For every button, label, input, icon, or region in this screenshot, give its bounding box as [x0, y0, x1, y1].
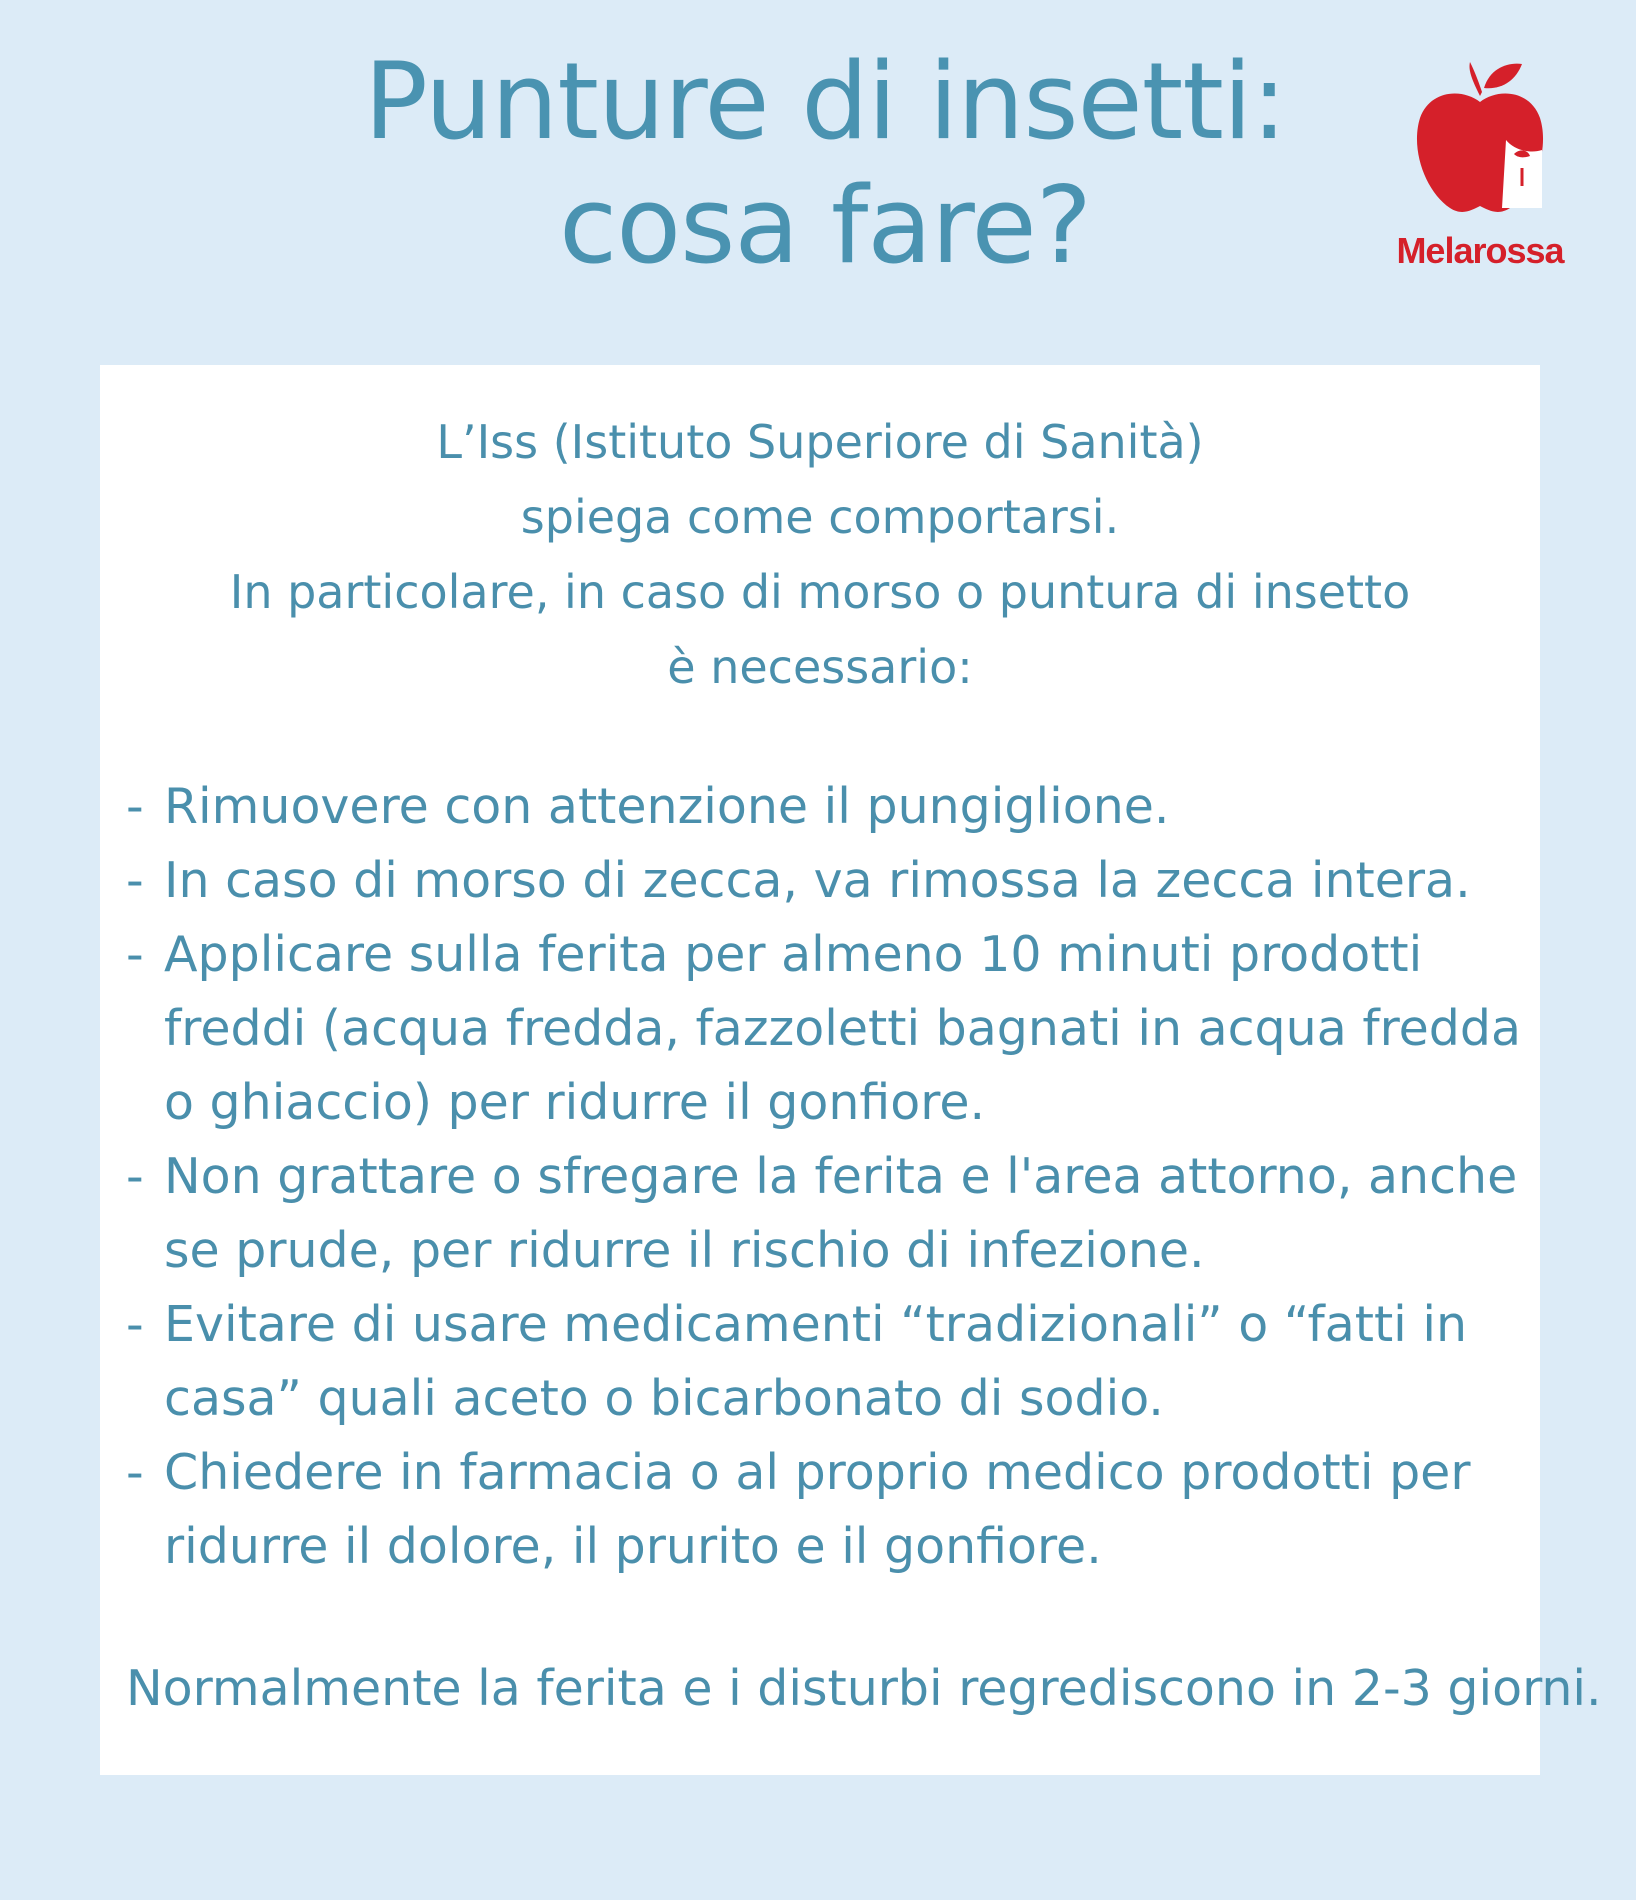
list-dash: - [126, 1444, 144, 1501]
content-card [100, 365, 1602, 1775]
list-item-text: casa” quali aceto o bicarbonato di sodio. [164, 1370, 1164, 1427]
list-item-text: se prude, per ridurre il rischio di infezione. [164, 1222, 1205, 1279]
intro-line: spiega come comportarsi. [520, 490, 1120, 544]
list-dash: - [126, 778, 144, 835]
intro-line: In particolare, in caso di morso o puntura di insetto [229, 565, 1411, 619]
list-dash: - [126, 1148, 144, 1205]
intro-line: L’Iss (Istituto Superiore di Sanità) [436, 415, 1204, 469]
page-title-line-1: Punture di insetti: [363, 40, 1287, 163]
list-item-text: In caso di morso di zecca, va rimossa la zecca intera. [164, 852, 1471, 909]
list-item-text: o ghiaccio) per ridurre il gonfiore. [164, 1074, 986, 1131]
list-item-text: Evitare di usare medicamenti “tradizionali” o “fatti in [164, 1296, 1468, 1353]
list-dash: - [126, 852, 144, 909]
list-item [126, 1288, 1526, 1436]
list-dash: - [126, 1296, 144, 1353]
list-item [126, 1436, 1526, 1584]
list-item [126, 844, 1526, 918]
list-item [126, 918, 1526, 1140]
logo-text: Melarossa [1396, 230, 1564, 271]
red-apple-icon [1410, 58, 1550, 218]
list-item [126, 1140, 1526, 1288]
intro-line: è necessario: [667, 640, 973, 694]
list-item-text: Applicare sulla ferita per almeno 10 minuti prodotti [164, 926, 1423, 983]
intro-paragraph [100, 405, 1540, 705]
list-item [126, 770, 1526, 844]
list-item-text: freddi (acqua fredda, fazzoletti bagnati in acqua fredda [164, 1000, 1522, 1057]
list-item-text: Chiedere in farmacia o al proprio medico prodotti per [164, 1444, 1471, 1501]
list-item-text: Rimuovere con attenzione il pungiglione. [164, 778, 1170, 835]
list-dash: - [126, 926, 144, 983]
page-title [230, 40, 1420, 288]
melarossa-logo [1380, 58, 1580, 278]
list-item-text: Non grattare o sfregare la ferita e l'area attorno, anche [164, 1148, 1518, 1205]
list-item-text: ridurre il dolore, il prurito e il gonfiore. [164, 1518, 1102, 1575]
footer-note: Normalmente la ferita e i disturbi regrediscono in 2-3 giorni. [126, 1660, 1602, 1717]
advice-list [126, 770, 1526, 1584]
page-title-line-2: cosa fare? [558, 164, 1091, 287]
